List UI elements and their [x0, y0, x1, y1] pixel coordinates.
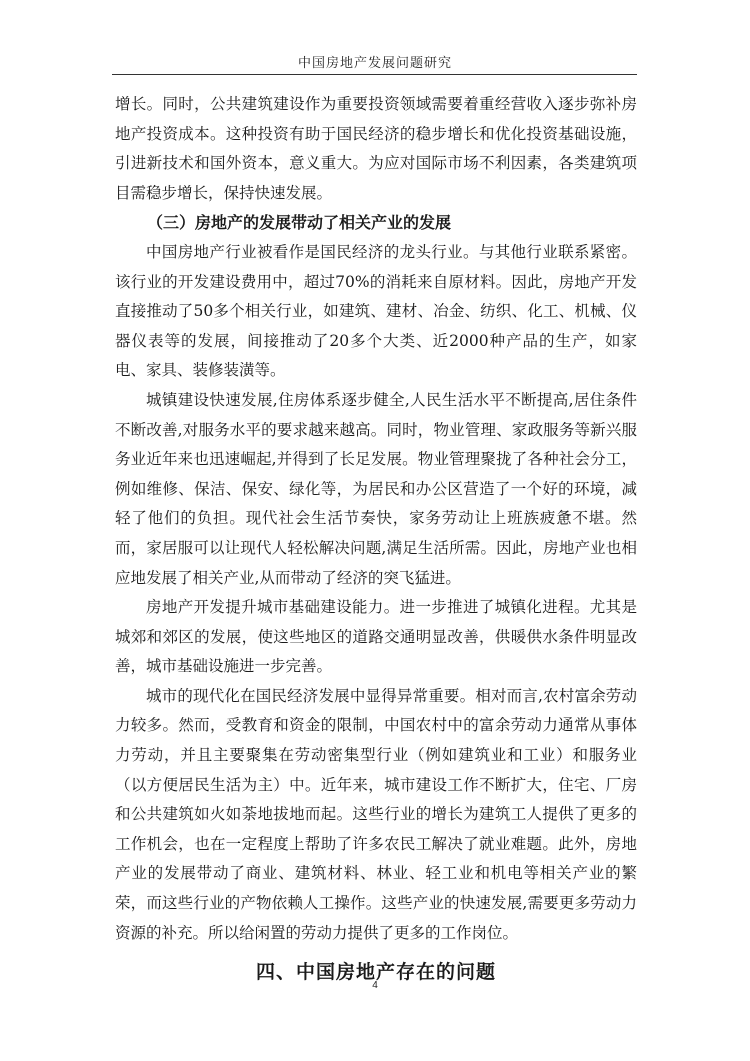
paragraph: 房地产开发提升城市基础建设能力。进一步推进了城镇化进程。尤其是城郊和郊区的发展，使这些地区的道路交通明显改善，供暖供水条件明显改善，城市基础设施进一步完善。	[115, 598, 637, 676]
page-body	[115, 90, 637, 988]
subsection-heading: （三）房地产的发展带动了相关产业的发展	[147, 213, 452, 233]
header-divider	[112, 74, 637, 75]
paragraph: 城镇建设快速发展,住房体系逐步健全,人民生活水平不断提高,居住条件不断改善,对服务水平的要求越来越高。同时，物业管理、家政服务等新兴服务业近年来也迅速崛起,并得到了长足发展。物业管理聚拢了各种社会分工，例如维修、保洁、保安、绿化等，为居民和办公区营造了一个好的环境，减轻了他们的负担。现代社会生活节奏快，家务劳动让上班族疲惫不堪。然而，家居服可以让现代人轻松解决问题,满足生活所需。因此，房地产业也相应地发展了相关产业,从而带动了经济的突飞猛进。	[115, 390, 637, 587]
running-header: 中国房地产发展问题研究	[297, 56, 452, 71]
page-number: 4	[372, 980, 378, 991]
paragraph-continued: 增长。同时，公共建筑建设作为重要投资领域需要着重经营收入逐步弥补房地产投资成本。这种投资有助于国民经济的稳步增长和优化投资基础设施，引进新技术和国外资本，意义重大。为应对国际市场不利因素，各类建筑项目需稳步增长，保持快速发展。	[115, 95, 637, 202]
paragraph: 中国房地产行业被看作是国民经济的龙头行业。与其他行业联系紧密。该行业的开发建设费用中，超过70%的消耗来自原材料。因此，房地产开发直接推动了50多个相关行业，如建筑、建材、冶金、纺织、化工、机械、仪器仪表等的发展，间接推动了20多个大类、近2000种产品的生产，如家电、家具、装修装潢等。	[115, 242, 637, 380]
section-heading: 四、中国房地产存在的问题	[255, 961, 496, 984]
paragraph: 城市的现代化在国民经济发展中显得异常重要。相对而言,农村富余劳动力较多。然而，受教育和资金的限制，中国农村中的富余劳动力通常从事体力劳动，并且主要聚集在劳动密集型行业（例如建筑业和工业）和服务业（以方便居民生活为主）中。近年来，城市建设工作不断扩大，住宅、厂房和公共建筑如火如荼地拔地而起。这些行业的增长为建筑工人提供了更多的工作机会，也在一定程度上帮助了许多农民工解决了就业难题。此外，房地产业的发展带动了商业、建筑材料、林业、轻工业和机电等相关产业的繁荣，而这些行业的产物依赖人工操作。这些产业的快速发展,需要更多劳动力资源的补充。所以给闲置的劳动力提供了更多的工作岗位。	[115, 686, 637, 942]
